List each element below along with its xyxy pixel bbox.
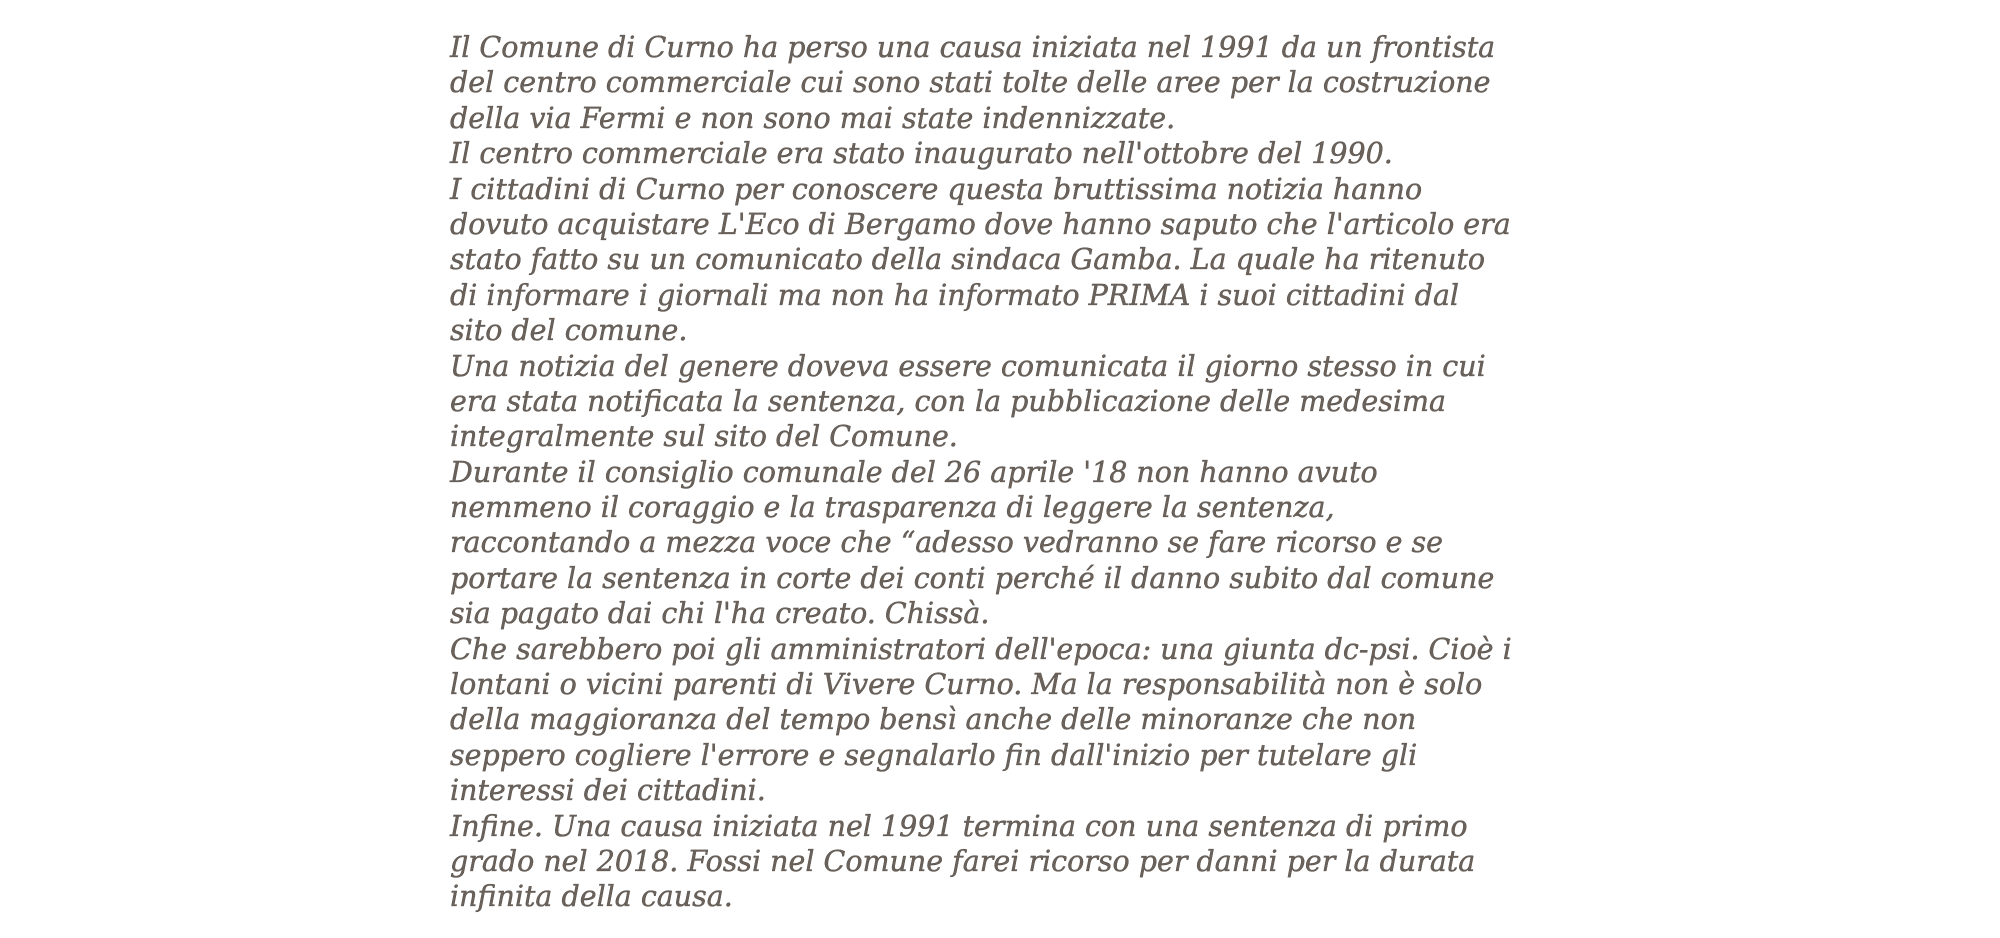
text-line: integralmente sul sito del Comune. [450,420,958,454]
text-line: sia pagato dai chi l'ha creato. Chissà. [450,597,990,631]
text-line: era stata notificata la sentenza, con la pubblicazione delle medesima [450,384,1447,418]
text-line: della maggioranza del tempo bensì anche delle minoranze che non [450,703,1417,737]
text-line: portare la sentenza in corte dei conti perché il danno subito dal comune [450,561,1495,595]
text-line: Il centro commerciale era stato inaugurato nell'ottobre del 1990. [450,137,1393,171]
text-line: I cittadini di Curno per conoscere questa bruttissima notizia hanno [450,172,1423,206]
text-line: stato fatto su un comunicato della sindaca Gamba. La quale ha ritenuto [450,243,1486,277]
text-line: del centro commerciale cui sono stati tolte delle aree per la costruzione [450,66,1491,100]
text-line: dovuto acquistare L'Eco di Bergamo dove hanno saputo che l'articolo era [450,207,1511,241]
text-line: Che sarebbero poi gli amministratori dell'epoca: una giunta dc-psi. Cioè i [450,632,1512,666]
text-line: interessi dei cittadini. [450,774,766,808]
text-line: infinita della causa. [450,880,733,914]
text-line: grado nel 2018. Fossi nel Comune farei ricorso per danni per la durata [450,844,1476,878]
text-line: di informare i giornali ma non ha informato PRIMA i suoi cittadini dal [450,278,1460,312]
text-line: raccontando a mezza voce che “adesso vedranno se fare ricorso e se [450,526,1444,560]
article-text [450,30,1590,915]
text-line: Una notizia del genere doveva essere comunicata il giorno stesso in cui [450,349,1486,383]
text-line: Il Comune di Curno ha perso una causa iniziata nel 1991 da un frontista [450,31,1496,64]
text-line: Durante il consiglio comunale del 26 aprile '18 non hanno avuto [450,455,1378,489]
text-line: della via Fermi e non sono mai state indennizzate. [450,101,1176,135]
text-line: seppero cogliere l'errore e segnalarlo fin dall'inizio per tutelare gli [450,738,1418,772]
text-line: nemmeno il coraggio e la trasparenza di leggere la sentenza, [450,491,1335,525]
text-line: Infine. Una causa iniziata nel 1991 termina con una sentenza di primo [450,809,1468,843]
text-line: lontani o vicini parenti di Vivere Curno. Ma la responsabilità non è solo [450,668,1483,702]
text-line: sito del comune. [450,314,688,348]
